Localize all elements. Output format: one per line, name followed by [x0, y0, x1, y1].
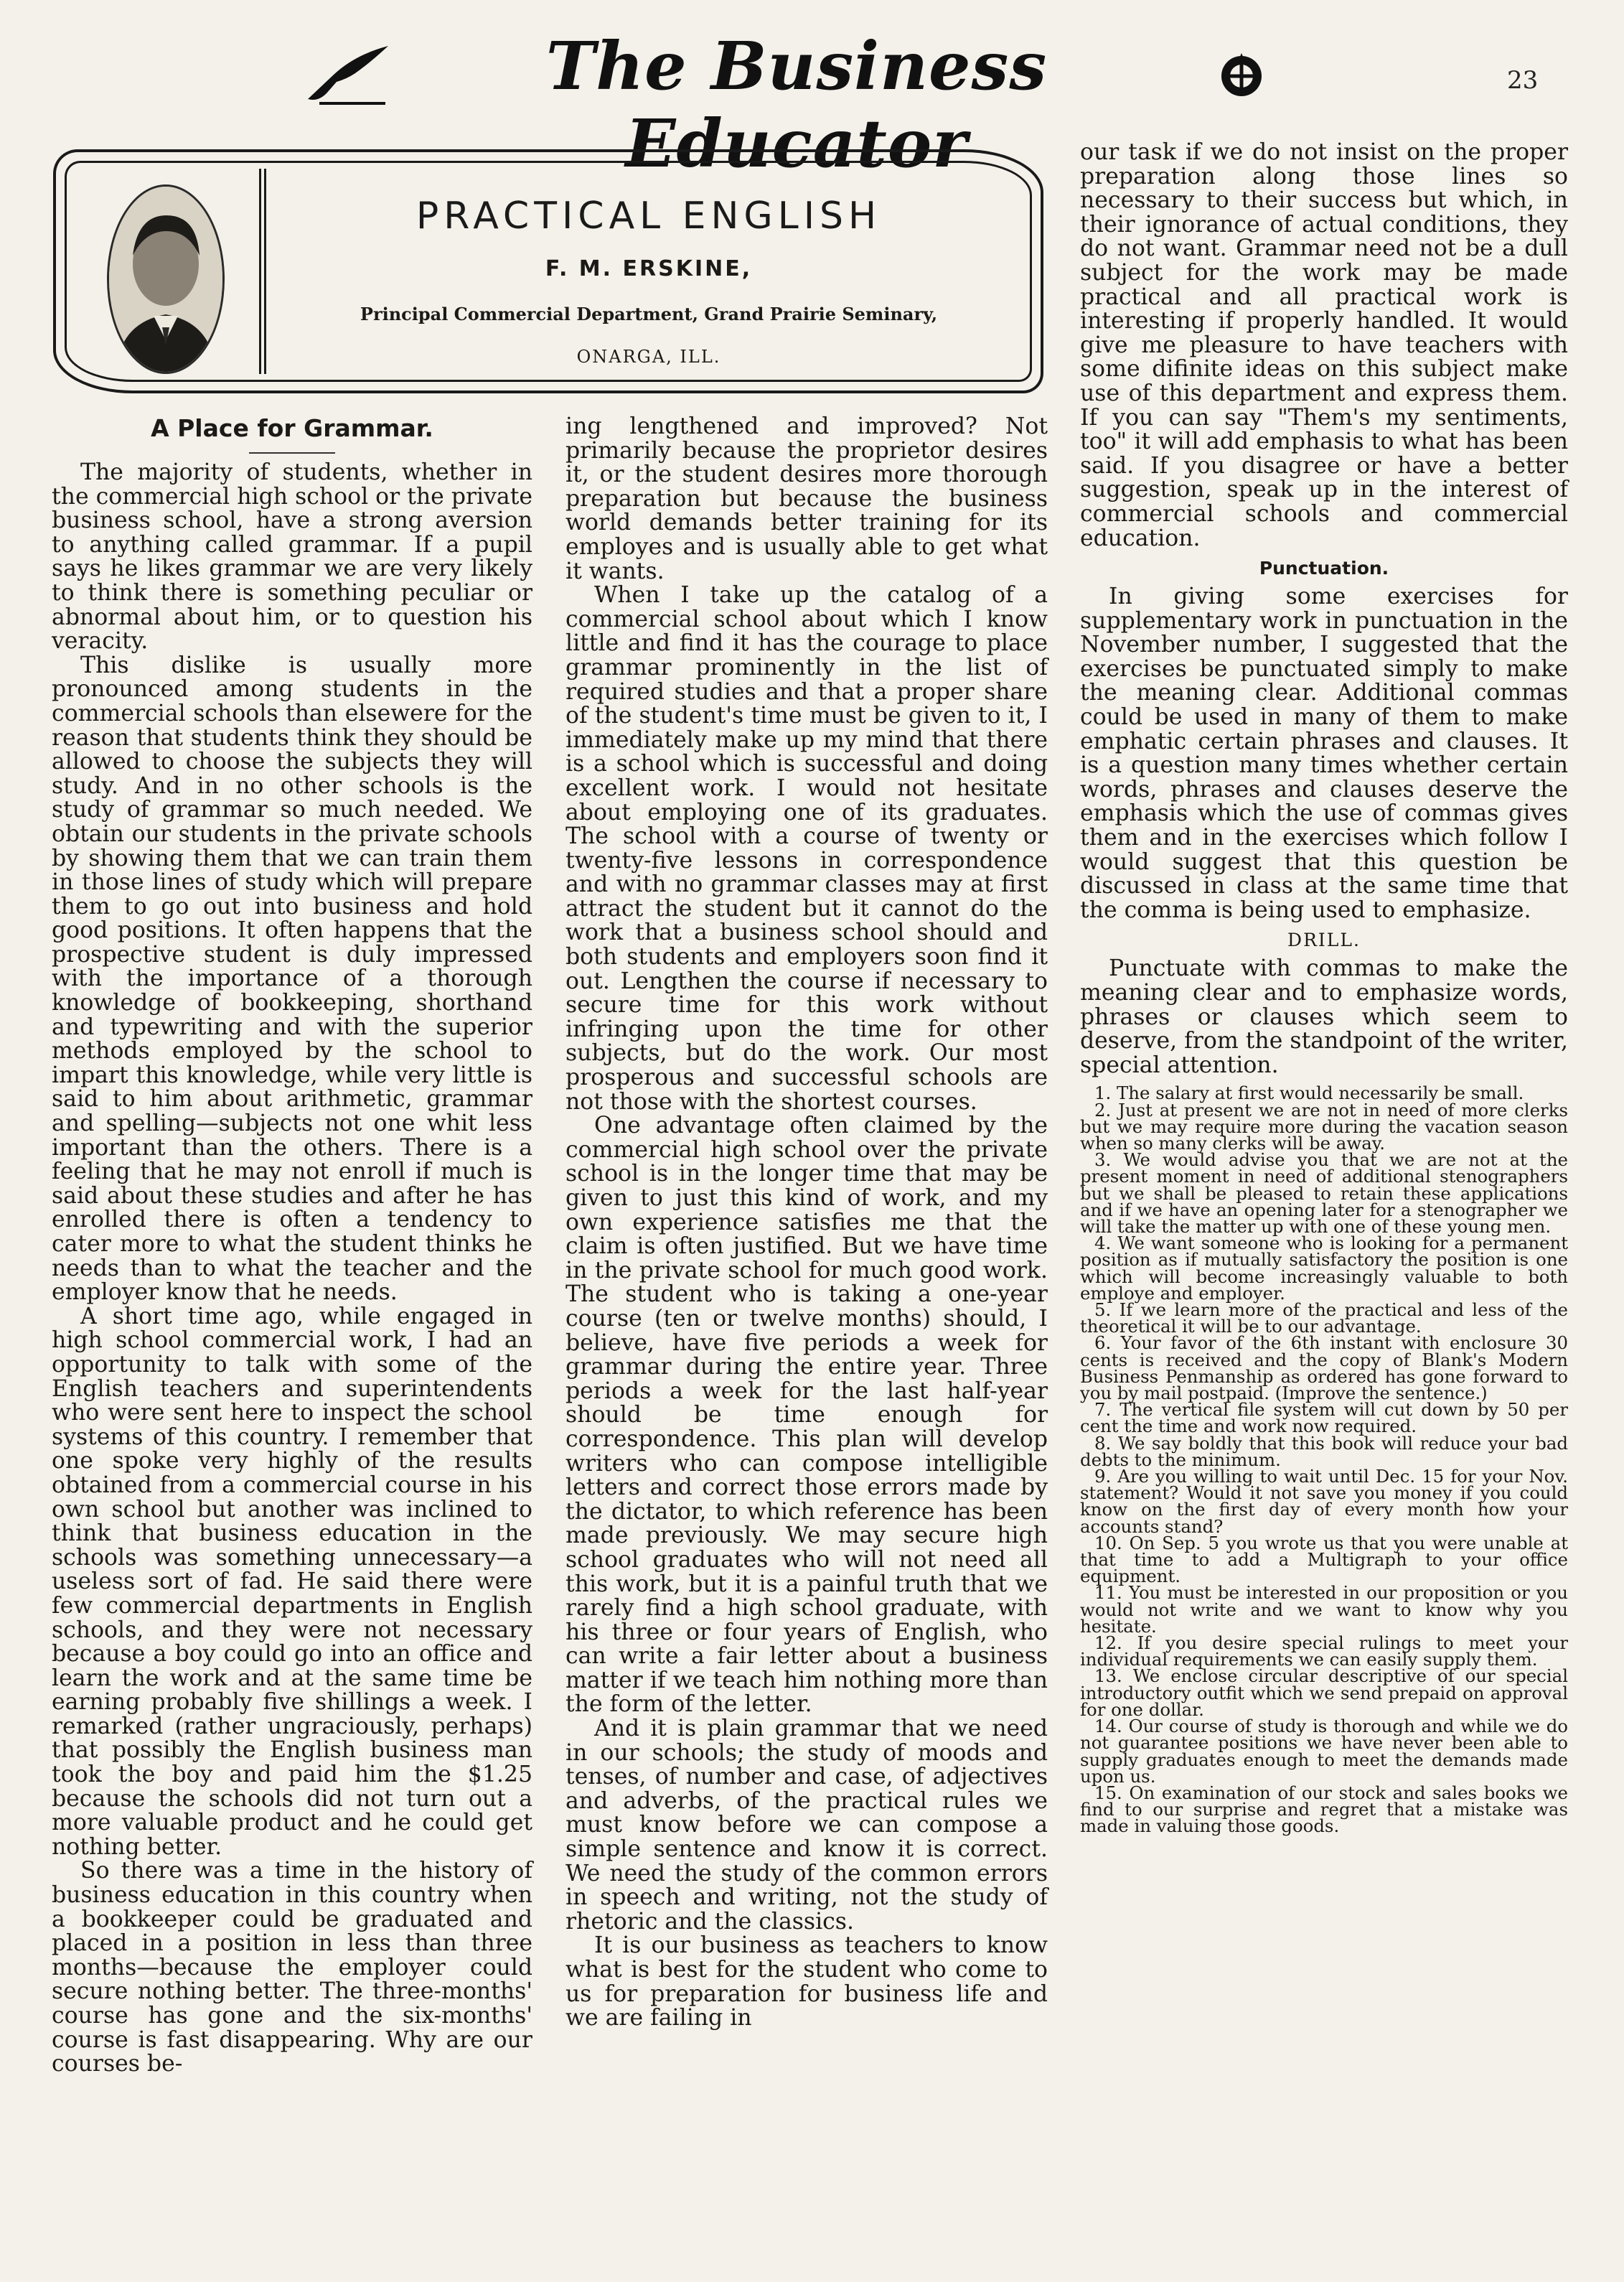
masthead-title: The Business Educator — [545, 27, 1048, 182]
drill-item: 11. You must be interested in our proposition or you would not write and we want to know why you hesitate. — [1080, 1582, 1568, 1637]
drill-item: 14. Our course of study is thorough and while we do not guarantee positions we have never been able to supply graduates enough to meet the demands made upon us. — [1080, 1716, 1568, 1787]
drill-label: DRILL. — [1287, 930, 1361, 951]
author-place: ONARGA, ILL. — [576, 347, 721, 367]
drill-item: 12. If you desire special rulings to meet your individual requirements we can easily supply them. — [1080, 1632, 1568, 1670]
quill-icon — [305, 42, 391, 106]
article-column-1 — [52, 415, 532, 2077]
article-column-2 — [565, 415, 1048, 2031]
drill-item: 4. We want someone who is looking for a permanent position as if mutually satisfactory the position is one which will become increasingly valuable to both employe and employer. — [1080, 1233, 1568, 1304]
paragraph: It is our business as teachers to know what is best for the student who come to us for preparation for business life and we are failing in — [565, 1932, 1048, 2031]
drill-item: 15. On examination of our stock and sales books we find to our surprise and regret that a mistake was made in valuing those goods. — [1080, 1782, 1568, 1837]
drill-item: 5. If we learn more of the practical and less of the theoretical it will be to our advantage. — [1080, 1299, 1568, 1337]
paragraph: One advantage often claimed by the commercial high school over the private school is in the longer time that may be given to just this kind of work, and my own experience satisfies me that the claim is often justified. But we have time in the private school for much good work. The student who is taking a one-year course (ten or twelve months) should, I believe, have five periods a week for grammar during the entire year. Three periods a week for the last half-year should be time enough for correspondence. This plan will develop writers who can compose intelligible letters and correct those errors made by the dictator, to which reference has been made previously. We may secure high school graduates who will not need all this work, but it is a painful truth that we rarely find a high school graduate, with his three or four years of English, who can write a fair letter about a business matter if we teach him nothing more than the form of the letter. — [565, 1113, 1048, 1718]
section-heading-punctuation: Punctuation. — [1259, 558, 1389, 579]
drill-item: 2. Just at present we are not in need of more clerks but we may require more during the vacation season when so many clerks will be away. — [1080, 1099, 1568, 1154]
drill-item: 10. On Sep. 5 you wrote us that you were unable at that time to add a Multigraph to your office equipment. — [1080, 1532, 1568, 1587]
paragraph: ing lengthened and improved? Not primarily because the proprietor desires it, or the student desires more thorough preparation but because the business world demands better training for its employes and is usually able to get what it wants. — [565, 413, 1048, 584]
drill-item: 3. We would advise you that we are not at the present moment in need of additional stenographers but we shall be pleased to retain these applications and if we have an opening later for a stenographer we will take the matter up with one of these young men. — [1080, 1149, 1568, 1237]
heading-rule — [249, 452, 335, 454]
drill-item: 8. We say boldly that this book will reduce your bad debts to the minimum. — [1080, 1432, 1568, 1470]
article-header-inner-frame — [65, 161, 1032, 382]
portrait-frame — [72, 169, 266, 374]
author-portrait — [107, 184, 225, 374]
paragraph: our task if we do not insist on the proper preparation along those lines so necessary to their success but which, in their ignorance of actual conditions, they do not want. Grammar need not be a dull subject for the work may be made practical and all practical work is interesting if properly handled. It would give me pleasure to have teachers with some difinite ideas on this subject make use of this department and express them. If you can say "Them's my sentiments, too" it will add emphasis to what has been said. If you disagree or have a better suggestion, speak up in the interest of commercial schools and commercial education. — [1080, 139, 1568, 551]
drill-item: 9. Are you willing to wait until Dec. 15 for your Nov. statement? Would it not save you money if you could know on the first day of every month how your accounts stand? — [1080, 1466, 1568, 1537]
paragraph: The majority of students, whether in the commercial high school or the private business school, have a strong aversion to anything called grammar. If a pupil says he likes grammar we are very likely to think there is something peculiar or abnormal about him, or to question his veracity. — [52, 459, 532, 655]
drill-item: 1. The salary at first would necessarily be small. — [1094, 1082, 1524, 1104]
article-header-box — [53, 149, 1043, 393]
paragraph: A short time ago, while engaged in high school commercial work, I had an opportunity to talk with some of the English teachers and superintendents who were sent here to inspect the school systems of this country. I remember that one spoke very highly of the results obtained from a commercial course in his own school but another was inclined to think that business education in the schools was something unnecessary—a useless sort of fad. He said there were few commercial departments in English schools, and they were not necessary because a boy could go into an office and learn the work and at the same time be earning probably five shillings a week. I remarked (rather ungraciously, perhaps) that possibly the English business man took the boy and paid him the $1.25 because the schools did not turn out a more valuable product and he could get nothing better. — [52, 1303, 532, 1860]
section-heading-grammar: A Place for Grammar. — [151, 414, 433, 442]
drill-item: 6. Your favor of the 6th instant with enclosure 30 cents is received and the copy of Blank's Modern Business Penmanship as ordered has gone forward to you by mail postpaid. (Improve the sentence.) — [1080, 1332, 1568, 1404]
paragraph: Punctuate with commas to make the meaning clear and to emphasize words, phrases or clauses which seem to deserve, from the standpoint of the writer, special attention. — [1080, 955, 1568, 1078]
masthead — [0, 0, 1624, 182]
drill-list — [1080, 1082, 1568, 1837]
author-role: Principal Commercial Department, Grand Prairie Seminary, — [360, 304, 938, 324]
paragraph: In giving some exercises for supplementary work in punctuation in the November number, I suggested that the exercises be punctuated simply to make the meaning clear. Additional commas could be used in many of them to make emphatic certain phrases and clauses. It is a question many times whether certain words, phrases and clauses deserve the emphasis which the use of commas gives them and in the exercises which follow I would suggest that this question be discussed in class at the same time that the comma is being used to emphasize. — [1080, 584, 1568, 923]
drill-item: 13. We enclose circular descriptive of our special introductory outfit which we send prepaid on approval for one dollar. — [1080, 1665, 1568, 1720]
paragraph: And it is plain grammar that we need in our schools; the study of moods and tenses, of number and case, of adjectives and adverbs, of the practical rules we must know before we can compose a simple sentence and know it is correct. We need the study of the common errors in speech and writing, not the study of rhetoric and the classics. — [565, 1716, 1048, 1935]
author-name: F. M. ERSKINE, — [545, 256, 753, 281]
article-title: PRACTICAL ENGLISH — [416, 195, 882, 238]
article-column-3 — [1080, 141, 1568, 1835]
paragraph: This dislike is usually more pronounced among students in the commercial schools than elsewere for the reason that students think they should be allowed to choose the subjects they will study. And in no other schools is the study of grammar so much needed. We obtain our students in the private schools by showing them that we can train them in those lines of study which will prepare them to go out into business and hold good positions. It often happens that the prospective student is duly impressed with the importance of a thorough knowledge of bookkeeping, shorthand and typewriting and with the superior methods employed by the school to impart this knowledge, while very little is said to him about arithmetic, grammar and spelling—subjects not one whit less important than the others. There is a feeling that he may not enroll if much is said about these studies and after he has enrolled there is often a tendency to cater more to what the student thinks he needs than to what the teacher and the employer know that he needs. — [52, 652, 532, 1306]
paragraph: When I take up the catalog of a commercial school about which I know little and find it has the courage to place grammar prominently in the list of required studies and that a proper share of the student's time must be given to it, I immediately make up my mind that there is a school which is successful and doing excellent work. I would not hesitate about employing one of its graduates. The school with a course of twenty or twenty-five lessons in correspondence and with no grammar classes may at first attract the student but it cannot do the work that a business school should and both students and employers soon find it out. Lengthen the course if necessary to secure time for this work without infringing upon the time for other subjects, but do the work. Our most prosperous and successful schools are not those with the shortest courses. — [565, 582, 1048, 1115]
drill-item: 7. The vertical file system will cut down by 50 per cent the time and work now required. — [1080, 1399, 1568, 1437]
emblem-icon — [1213, 45, 1270, 102]
page-number: 23 — [1507, 66, 1539, 95]
paragraph: So there was a time in the history of business education in this country when a bookkeeper could be graduated and placed in a position in less than three months—because the employer could secure nothing better. The three-months' course has gone and the six-months' course is fast disappearing. Why are our courses be- — [52, 1858, 532, 2077]
